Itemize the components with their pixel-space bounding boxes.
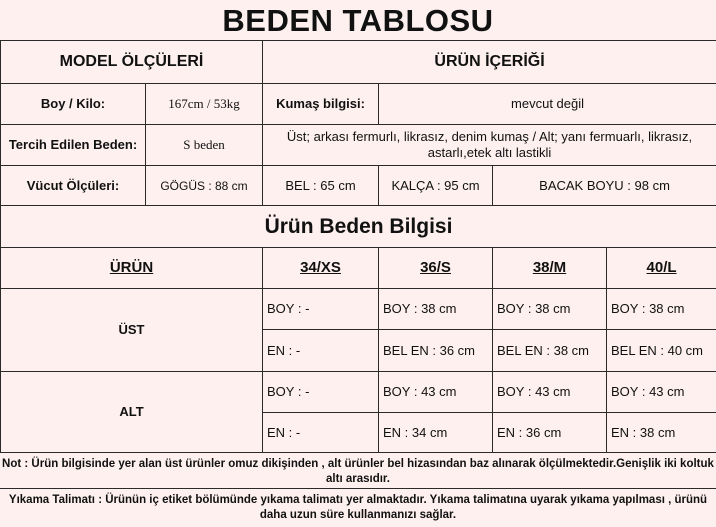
leg-length-measurement: BACAK BOYU : 98 cm: [493, 166, 716, 206]
bottom-length-34: BOY : -: [263, 372, 379, 413]
bottom-width-38: EN : 36 cm: [493, 413, 607, 453]
preferred-size-value: S beden: [146, 125, 263, 166]
bottom-length-36: BOY : 43 cm: [379, 372, 493, 413]
size-header-36-s: 36/S: [379, 248, 493, 289]
washing-instructions: Yıkama Talimatı : Ürünün iç etiket bölümünde yıkama talimatı yer almaktadır. Yıkama talimatına uyarak yıkama yapılması , ürünü daha uzun süre kullanmanızı sağlar.: [8, 494, 708, 521]
model-measurements-header: MODEL ÖLÇÜLERİ: [1, 41, 263, 84]
top-width-34: EN : -: [263, 330, 379, 372]
top-width-38: BEL EN : 38 cm: [493, 330, 607, 372]
bottom-length-row: [1, 372, 716, 413]
top-length-40: BOY : 38 cm: [607, 289, 716, 330]
size-header-38-m: 38/M: [493, 248, 607, 289]
height-weight-label: Boy / Kilo:: [1, 84, 146, 125]
bottom-length-40: BOY : 43 cm: [607, 372, 716, 413]
bottom-width-34: EN : -: [263, 413, 379, 453]
bottom-length-38: BOY : 43 cm: [493, 372, 607, 413]
size-info-header: Ürün Beden Bilgisi: [1, 206, 716, 248]
hip-measurement: KALÇA : 95 cm: [379, 166, 493, 206]
size-header-34-xs: 34/XS: [263, 248, 379, 289]
chest-measurement: GÖGÜS : 88 cm: [146, 166, 263, 206]
size-header-40-l: 40/L: [607, 248, 716, 289]
top-width-36: BEL EN : 36 cm: [379, 330, 493, 372]
product-description: Üst; arkası fermurlı, likrasız, denim kumaş / Alt; yanı fermuarlı, likrasız, astarlı,etek altı lastikli: [263, 125, 716, 166]
fabric-value: mevcut değil: [379, 84, 716, 125]
measurement-note: Not : Ürün bilgisinde yer alan üst ürünler omuz dikişinden , alt ürünler bel hizasından baz alınarak ölçülmektedir.Genişlik iki koltuk altı arasıdır.: [0, 452, 716, 489]
top-length-34: BOY : -: [263, 289, 379, 330]
top-length-row: [1, 289, 716, 330]
notes-section: [0, 452, 716, 523]
fabric-label: Kumaş bilgisi:: [263, 84, 379, 125]
page-title: BEDEN TABLOSU: [222, 3, 494, 38]
body-measurements-label: Vücut Ölçüleri:: [1, 166, 146, 206]
bottom-row-label: ALT: [1, 372, 263, 453]
body-measurements-row: [1, 166, 716, 206]
bottom-width-40: EN : 38 cm: [607, 413, 716, 453]
size-info-header-row: [1, 206, 716, 248]
top-length-36: BOY : 38 cm: [379, 289, 493, 330]
height-weight-value: 167cm / 53kg: [146, 84, 263, 125]
preferred-size-row: [1, 125, 716, 166]
waist-measurement: BEL : 65 cm: [263, 166, 379, 206]
top-length-38: BOY : 38 cm: [493, 289, 607, 330]
preferred-size-label: Tercih Edilen Beden:: [1, 125, 146, 166]
size-columns-row: [1, 248, 716, 289]
top-row-label: ÜST: [1, 289, 263, 372]
size-chart-table: [0, 40, 716, 453]
bottom-width-36: EN : 34 cm: [379, 413, 493, 453]
top-width-40: BEL EN : 40 cm: [607, 330, 716, 372]
section-header-row: [1, 41, 716, 84]
product-content-header: ÜRÜN İÇERİĞİ: [263, 41, 716, 84]
height-weight-row: [1, 84, 716, 125]
product-column-header: ÜRÜN: [1, 248, 263, 289]
